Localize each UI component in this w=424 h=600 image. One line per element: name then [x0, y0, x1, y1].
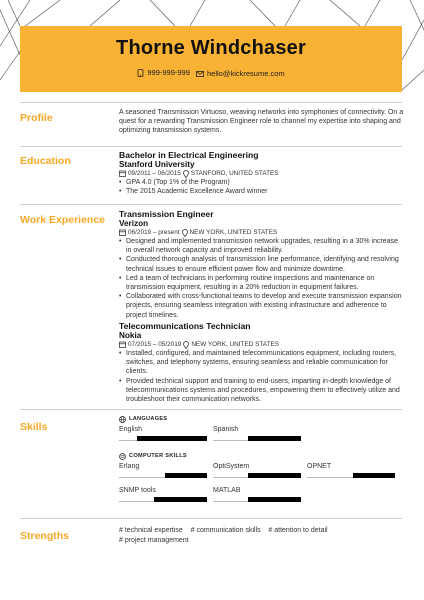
candidate-name: Thorne Windchaser — [116, 37, 306, 59]
job-dates: 07/2015 – 05/2019 — [128, 341, 182, 348]
calendar-icon — [119, 170, 126, 177]
job-entry — [119, 322, 404, 404]
mail-icon — [196, 71, 204, 77]
skill-level-track — [213, 472, 301, 478]
skill-name: OPNET — [307, 463, 332, 471]
calendar-icon — [119, 229, 126, 236]
section-title-profile: Profile — [20, 112, 53, 124]
computer-skills-heading-label: COMPUTER SKILLS — [129, 453, 187, 460]
job-role: Telecommunications Technician — [119, 321, 251, 331]
divider — [20, 409, 402, 410]
skill-level-bar — [137, 436, 207, 441]
list-item: • The 2015 Academic Excellence Award winner — [119, 187, 404, 196]
location-pin-icon — [183, 170, 189, 178]
phone-number: 999-999-999 — [147, 68, 190, 77]
email-address: hello@kickresume.com — [207, 69, 285, 78]
skill-name: MATLAB — [213, 487, 241, 495]
skill-level-bar — [154, 497, 207, 502]
job-meta — [119, 340, 404, 349]
list-item: • Collaborated with cross-functional teams to develop and execute transmission expansion projects, ensuring seamless integration with existing infrastructure and adherence to project timelines. — [119, 292, 404, 320]
list-item: • Provided technical support and training to end-users, imparting in-depth knowledge of telecommunications systems and procedures, empowering them to effectively utilize and troubleshoot their communication networks. — [119, 377, 404, 405]
calendar-icon — [119, 341, 126, 348]
skill-level-bar — [248, 473, 301, 478]
list-item: • Installed, configured, and maintained telecommunications equipment, including routers, switches, and telephony systems, ensuring seamless and reliable communication for clients. — [119, 349, 404, 377]
strength-tag: # communication skills — [190, 527, 261, 534]
skill-name: Erlang — [119, 463, 140, 471]
languages-heading — [119, 415, 404, 424]
divider — [20, 518, 402, 519]
education-bullets — [119, 178, 404, 196]
computer-skills-heading — [119, 452, 404, 461]
globe-icon — [119, 416, 126, 423]
list-item: • Conducted thorough analysis of transmission line performance, identifying and resolving technical issues to ensure efficient power flow and minimize downtime. — [119, 255, 404, 273]
location-pin-icon — [183, 341, 189, 349]
list-item: • Designed and implemented transmission network upgrades, resulting in a 30% increase in overall network capacity and improved reliability. — [119, 237, 404, 255]
education-entry — [119, 151, 404, 196]
monitor-icon — [119, 453, 126, 460]
list-item: • Led a team of technicians in performing routine inspections and maintenance on transmission equipment, resulting in a 20% reduction in equipment failures. — [119, 274, 404, 292]
job-role: Transmission Engineer — [119, 209, 214, 219]
skill-level-track — [119, 496, 207, 502]
skill-level-track — [119, 435, 207, 441]
location-pin-icon — [182, 229, 188, 237]
skill-level-bar — [165, 473, 207, 478]
skill-item — [119, 463, 207, 478]
phone-contact[interactable] — [137, 68, 190, 77]
languages-grid — [119, 426, 404, 450]
phone-icon — [137, 69, 144, 77]
skill-level-track — [307, 472, 395, 478]
strength-tag: # technical expertise — [119, 527, 183, 534]
job-company: Nokia — [119, 331, 142, 340]
email-contact[interactable] — [196, 69, 285, 78]
skill-level-bar — [248, 436, 301, 441]
list-item: • GPA 4.0 (Top 1% of the Program) — [119, 178, 404, 187]
section-title-skills: Skills — [20, 421, 48, 433]
strength-tag: # attention to detail — [268, 527, 328, 534]
header-banner — [20, 26, 402, 92]
strength-tag: # project management — [119, 536, 189, 544]
job-location: NEW YORK, UNITED STATES — [189, 229, 278, 236]
skills-content — [119, 415, 404, 511]
section-title-education: Education — [20, 155, 71, 167]
computer-skills-grid — [119, 463, 404, 511]
skill-name: OptiSystem — [213, 463, 250, 471]
skill-level-bar — [248, 497, 301, 502]
skill-item — [119, 426, 207, 441]
skill-item — [119, 487, 207, 502]
divider — [20, 204, 402, 205]
section-title-strengths: Strengths — [20, 530, 70, 542]
skill-item — [307, 463, 395, 478]
skill-name: Spanish — [213, 426, 239, 434]
education-location: STANFORD, UNITED STATES — [190, 170, 279, 177]
job-entry — [119, 210, 404, 320]
education-meta — [119, 169, 404, 178]
profile-text: A seasoned Transmission Virtuoso, weaving networks into symphonies of connectivity. On a quest for a rewarding Transmission Engineer role to channel my expertise into shaping and optimizing transmission systems. — [119, 109, 404, 135]
job-bullets — [119, 349, 404, 404]
job-dates: 06/2019 – present — [128, 229, 180, 236]
languages-heading-label: LANGUAGES — [129, 416, 168, 422]
skill-name: SNMP tools — [119, 487, 156, 495]
skill-name: English — [119, 426, 142, 434]
job-meta — [119, 228, 404, 237]
strengths-list — [119, 526, 404, 545]
job-company: Verizon — [119, 219, 149, 228]
degree-title: Bachelor in Electrical Engineering — [119, 150, 259, 160]
skill-level-track — [213, 435, 301, 441]
skill-item — [213, 463, 301, 478]
skill-level-bar — [353, 473, 395, 478]
job-bullets — [119, 237, 404, 320]
divider — [20, 146, 402, 147]
skill-item — [213, 426, 301, 441]
divider — [20, 102, 402, 103]
contact-row — [20, 68, 402, 79]
skill-item — [213, 487, 301, 502]
skill-level-track — [119, 472, 207, 478]
school-name: Stanford University — [119, 160, 195, 169]
job-location: NEW YORK, UNITED STATES — [191, 341, 280, 348]
education-dates: 09/2011 – 06/2015 — [128, 170, 181, 177]
section-title-work: Work Experience — [20, 214, 106, 226]
skill-level-track — [213, 496, 301, 502]
